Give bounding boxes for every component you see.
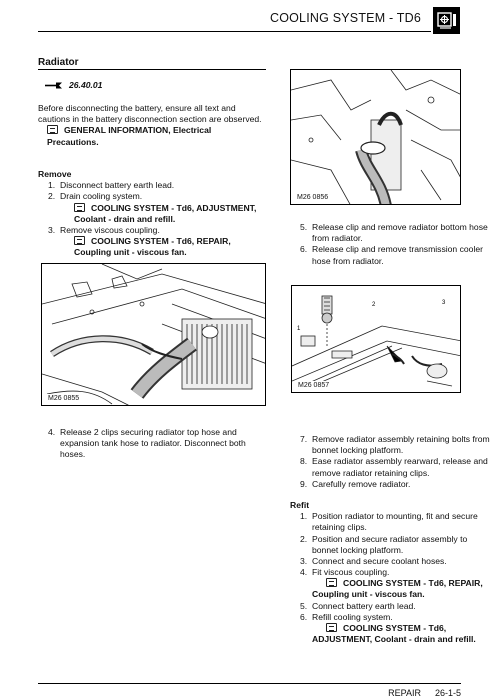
figure-callout-2: 2 [372,302,376,308]
remove-step-8: 8. Ease radiator assembly rearward, release and remove radiator retaining clips. [300,456,488,478]
intro-reference-text: GENERAL INFORMATION, Electrical Precautions. [47,125,212,147]
remove-step-1: 1. Disconnect battery earth lead. [48,180,175,191]
remove-step-9: 9. Carefully remove radiator. [300,478,411,489]
remove-step-2: 2. Drain cooling system. [48,191,143,202]
remove-step-2-reference[interactable]: COOLING SYSTEM - Td6, ADJUSTMENT, Coolant - drain and refill. [74,202,257,224]
figure-callout-1: 1 [297,326,301,332]
figure-label: M26 0855 [48,394,80,402]
footer-section: REPAIR [388,688,421,698]
figure-m26-0856 [290,69,461,205]
remove-step-3-reference[interactable]: COOLING SYSTEM - Td6, REPAIR, Coupling unit - viscous fan. [74,236,231,258]
page-footer [374,688,461,700]
wrench-operation-icon [45,82,63,89]
intro-paragraph [38,103,263,148]
remove-step-4-block [38,427,266,461]
remove-step-3: 3. Remove viscous coupling. [48,224,160,235]
header-rule [38,31,431,32]
reference-book-icon [326,578,337,587]
refit-step-2: 2. Position and secure radiator assembly to bonnet locking platform. [300,533,468,555]
figure-callout-3: 3 [442,300,446,306]
reference-book-icon [326,623,337,632]
intro-text: Before disconnecting the battery, ensure all text and cautions in the battery disconnection section are observed. [38,103,262,125]
radiator-top-hose-illustration [42,264,266,406]
footer-rule [38,683,461,684]
figure-m26-0855 [41,263,266,406]
footer-page-number: 26-1-5 [434,688,461,698]
remove-block [38,169,266,258]
operation-code-text: 26.40.01 [69,80,103,90]
reference-book-icon [47,125,58,134]
remove-step-6: 6. Release clip and remove transmission cooler hose from radiator. [300,244,483,266]
refit-block [290,500,490,645]
remove-step-5: 5. Release clip and remove radiator bottom hose from radiator. [300,222,488,244]
operation-code [45,80,102,91]
figure-m26-0857 [291,285,461,393]
refit-step-4: 4. Fit viscous coupling. [300,567,390,578]
remove-steps-5-6 [290,222,490,267]
refit-step-1: 1. Position radiator to mounting, fit and secure retaining clips. [300,511,478,533]
refit-step-5: 5. Connect battery earth lead. [300,600,416,611]
reference-book-icon [74,203,85,212]
refit-step-6-reference[interactable]: COOLING SYSTEM - Td6, ADJUSTMENT, Coolant - drain and refill. [312,622,476,645]
refit-step-3: 3. Connect and secure coolant hoses. [300,555,447,566]
refit-heading: Refit [290,500,310,510]
figure-label: M26 0856 [297,193,329,201]
radiator-bottom-hose-illustration [291,70,461,205]
remove-step-7: 7. Remove radiator assembly retaining bolts from bonnet locking platform. [300,434,490,456]
remove-heading: Remove [38,169,72,179]
reference-book-icon [74,236,85,245]
cooling-system-logo-icon [433,7,460,34]
remove-steps-7-9 [290,434,490,490]
remove-step-4: 4. Release 2 clips securing radiator top hose and expansion tank hose to radiator. Disconnect both hoses. [48,427,246,460]
radiator-retaining-bolts-illustration [292,286,461,393]
refit-step-6: 6. Refill cooling system. [300,611,393,622]
intro-reference[interactable] [38,125,263,147]
section-title: Radiator [38,57,79,68]
refit-step-4-reference[interactable]: COOLING SYSTEM - Td6, REPAIR, Coupling unit - viscous fan. [312,578,483,600]
figure-label: M26 0857 [298,381,330,389]
section-title-rule [38,69,266,70]
page-header-title: COOLING SYSTEM - TD6 [269,11,421,25]
